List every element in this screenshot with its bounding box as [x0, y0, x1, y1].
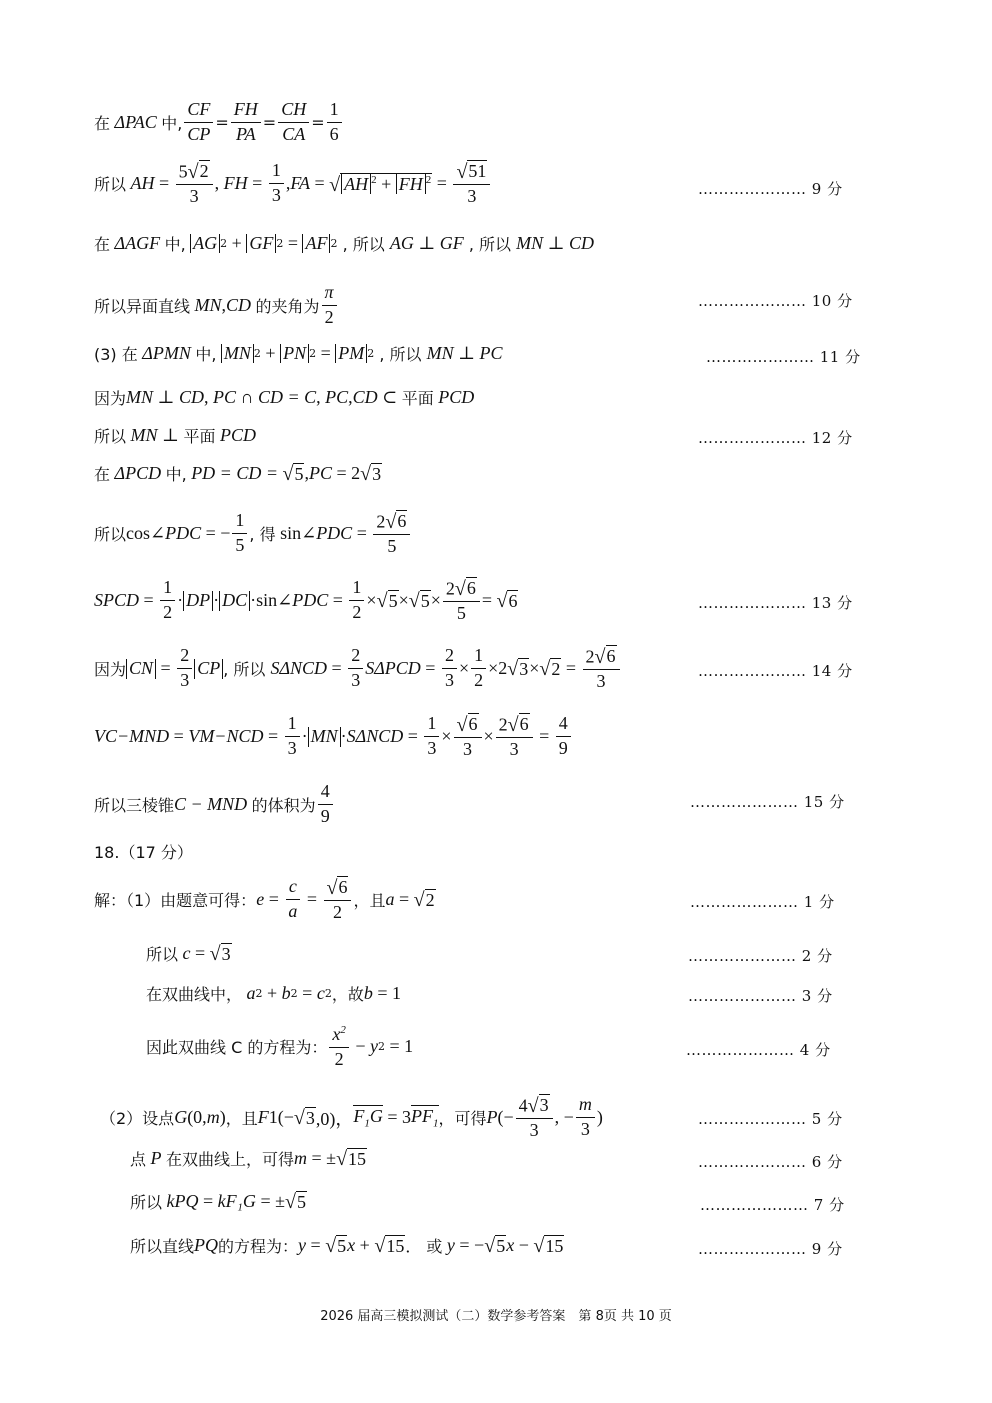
score-3-b: ………………… 3 分 [688, 987, 833, 1005]
score-2-b: ………………… 2 分 [688, 947, 833, 965]
score-15-a: ………………… 15 分 [690, 793, 845, 811]
line-area-pcd: S PCD = $\frac{1}{2}$ · DP · DC ·sin∠ PDC = $\frac{1}{2}$ × √ 5 × √ 5 × 2 √ 6 5 = √ 6 [94, 577, 518, 624]
line-cos-sin: 所以 cos∠ PDC = − $\frac{1}{5}$ , 得 sin∠ PDC = 2 √ 6 5 [94, 510, 412, 557]
line-volume: V C−MND = V M−NCD = $\frac{1}{3}$ · MN · S ΔNCD = $\frac{1}{3}$ × √ 6 3 × 2 √ 6 3 = $\frac{4}{9}$ [94, 713, 573, 760]
line-slope: 所以 k PQ = k F₁G = ± √ 5 [130, 1191, 306, 1214]
score-9-a: ………………… 9 分 [698, 180, 843, 198]
page-footer: 2026 届高三模拟测试（二）数学参考答案 第 8页 共 10 页 [320, 1309, 672, 1324]
score-14-a: ………………… 14 分 [698, 662, 853, 680]
line-area-ncd: 因为 CN = $\frac{2}{3}$ CP , 所以 S ΔNCD = $\frac{2}{3}$ S ΔPCD = $\frac{2}{3}$ × $\frac{1}{2}$ ×2 √ 3 × √ 2 = 2 √ 6 3 [94, 645, 622, 692]
score-5-b: ………………… 5 分 [698, 1110, 843, 1128]
line-hyperbola-eq: 因此双曲线 C 的方程为： $\frac{x^2}{2}$ − y 2 = 1 [146, 1024, 414, 1069]
score-1-b: ………………… 1 分 [690, 893, 835, 911]
line-because-mn-cd: 因为 MN ⊥ CD , PC ∩ CD = C , PC , CD ⊂ 平面 PCD [94, 387, 475, 408]
score-13-a: ………………… 13 分 [698, 594, 853, 612]
line-pq-equation: 所以直线 PQ 的方程为： y = √ 5 x + √ 15 ． 或 y = − √ 5 x − √ 15 [130, 1235, 564, 1258]
line-pcd-sides: 在 ΔPCD 中, PD = CD = √ 5 , PC = 2 √ 3 [94, 463, 382, 486]
score-4-b: ………………… 4 分 [686, 1041, 831, 1059]
line-m-value: 点 P 在双曲线上，可得 m = ± √ 15 [130, 1148, 367, 1171]
line-volume-result: 所以三棱锥 C − MND 的体积为 $\frac{4}{9}$ [94, 782, 335, 827]
line-point-g: （2）设点 G (0, m ) ，且 F 1 (− √ 3 ,0)， $F_1G$ = 3 $PF_1$ ，可得 P (− 4 √ 3 3 , − $\frac{m}{3}$ ) [100, 1094, 603, 1141]
score-9-b: ………………… 9 分 [698, 1240, 843, 1258]
score-11-a: ………………… 11 分 [706, 348, 861, 366]
line-c-value: 所以 c = √ 3 [146, 943, 231, 966]
line-angle: 所以异面直线 MN , CD 的夹角为 $\frac{\pi}{2}$ [94, 283, 339, 328]
line-pmn: (3) 在 ΔPMN 中, MN 2 + PN 2 = PM 2 , 所以 MN ⊥ PC [94, 342, 503, 364]
line-pac-ratio: 在 ΔPAC 中, $\frac{CF}{CP}$ = $\frac{FH}{PA}$ = $\frac{CH}{CA}$ = $\frac{1}{6}$ [94, 100, 344, 145]
score-6-b: ………………… 6 分 [698, 1153, 843, 1171]
score-10-a: ………………… 10 分 [698, 292, 853, 310]
score-7-b: ………………… 7 分 [700, 1196, 845, 1214]
line-b-value: 在双曲线中， a 2 + b 2 = c 2 ，故 b = 1 [146, 983, 401, 1004]
line-ah-fh-fa: 所以 AH = 5 √ 2 3 , FH = $\frac{1}{3}$ , FA = √ AH $^2$ + FH $^2$ = √ 51 3 [94, 160, 492, 207]
line-eccentricity: 解：（1）由题意可得： e = $\frac{c}{a}$ = √ 6 2 ，且 a = √ 2 [94, 876, 435, 923]
question-18-heading: 18.（17 分） [94, 843, 193, 862]
line-agf: 在 ΔAGF 中, AG 2 + GF 2 = AF 2 , 所以 AG ⊥ GF , 所以 MN ⊥ CD [94, 232, 595, 254]
score-12-a: ………………… 12 分 [698, 429, 853, 447]
line-mn-perp-pcd: 所以 MN ⊥ 平面 PCD [94, 425, 256, 446]
